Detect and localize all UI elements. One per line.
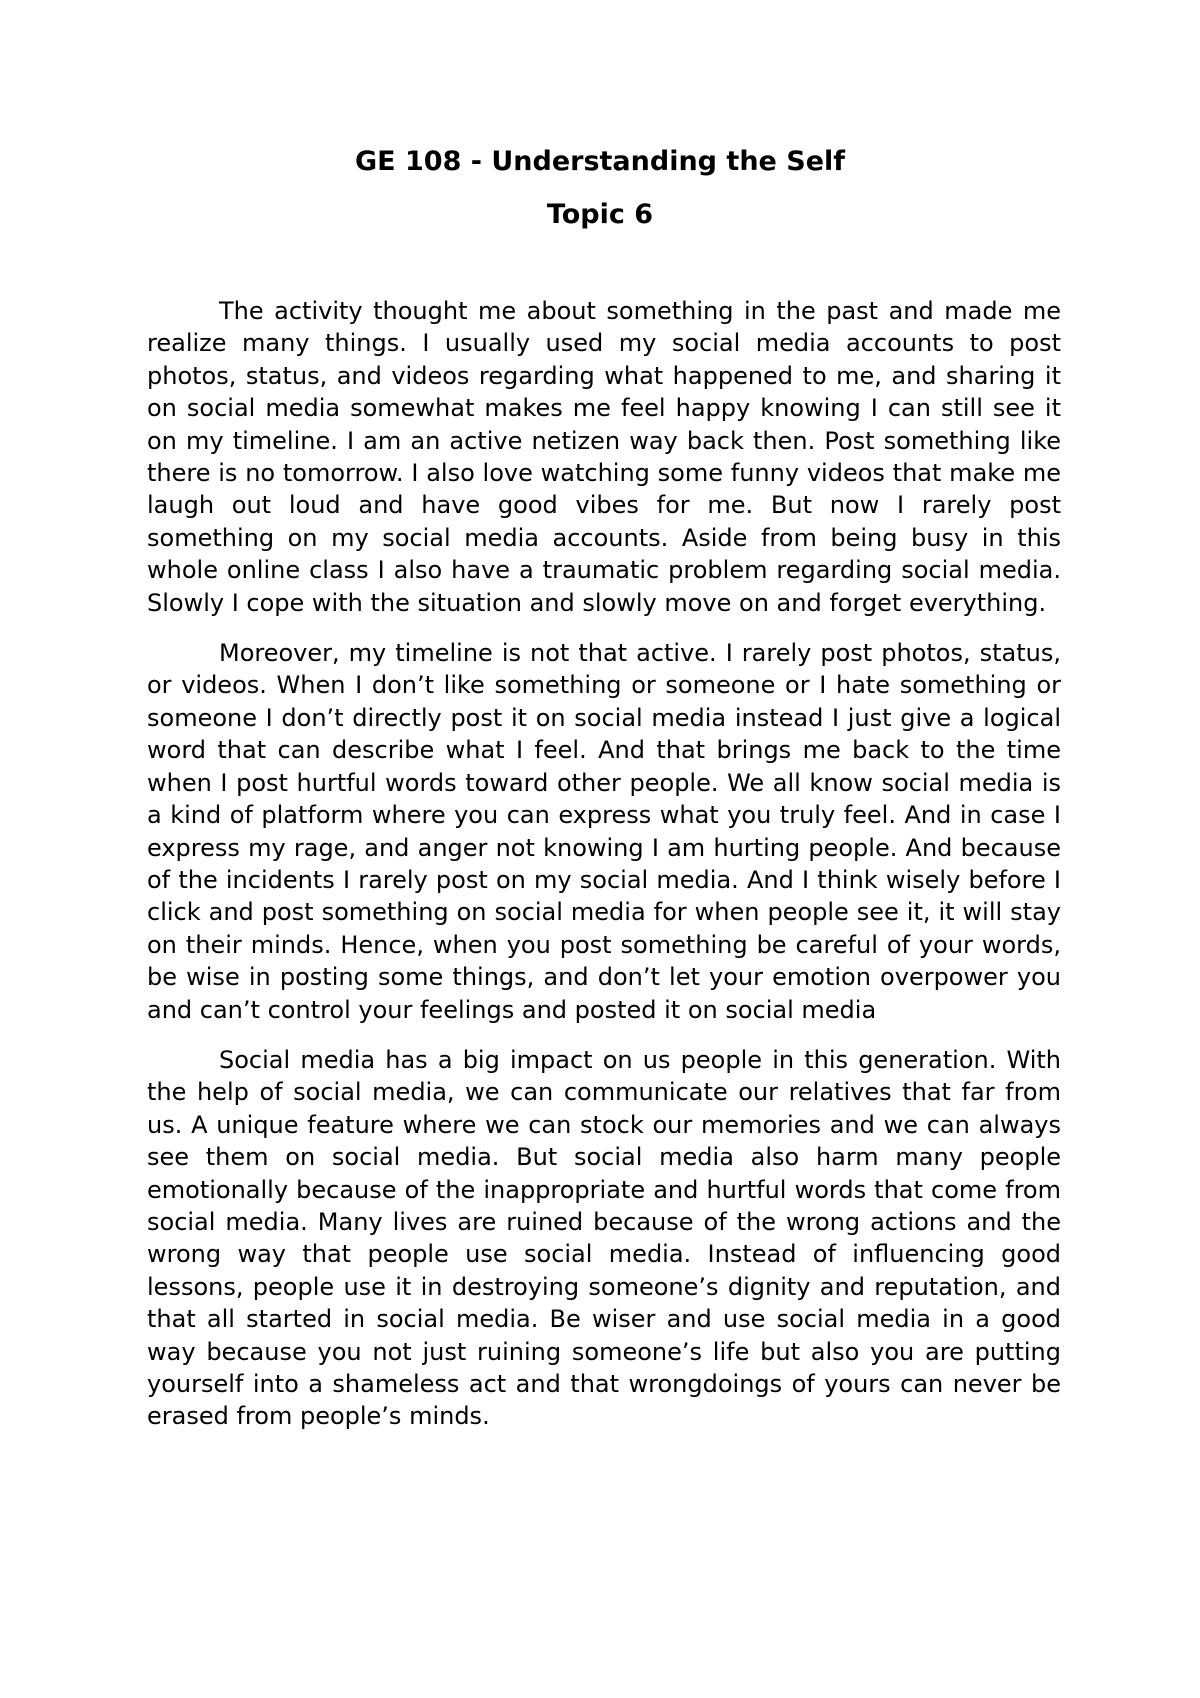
paragraph-3: Social media has a big impact on us people in this generation. With the help of social media, we can communicate our relatives that far from us. A unique feature where we can stock our memories and we can always see them on social media. But social media also harm many people emotionally because of the inappropriate and hurtful words that come from social media. Many lives are ruined because of the wrong actions and the wrong way that people use social media. Instead of influencing good lessons, people use it in destroying someone’s dignity and reputation, and that all started in social media. Be wiser and use social media in a good way because you not just ruining someone’s life but also you are putting yourself into a shameless act and that wrongdoings of yours can never be erased from people’s minds. — [147, 1045, 1061, 1431]
paragraph-1: The activity thought me about something in the past and made me realize many things. I usually used my social media accounts to post photos, status, and videos regarding what happened to me, and sharing it on social media somewhat makes me feel happy knowing I can still see it on my timeline. I am an active netizen way back then. Post something like there is no tomorrow. I also love watching some funny videos that make me laugh out loud and have good vibes for me. But now I rarely post something on my social media accounts. Aside from being busy in this whole online class I also have a traumatic problem regarding social media. Slowly I cope with the situation and slowly move on and forget everything. — [147, 297, 1061, 617]
document-title: GE 108 - Understanding the Self — [354, 146, 846, 177]
paragraph-2: Moreover, my timeline is not that active. I rarely post photos, status, or videos. When I don’t like something or someone or I hate something or someone I don’t directly post it on social media instead I just give a logical word that can describe what I feel. And that brings me back to the time when I post hurtful words toward other people. We all know social media is a kind of platform where you can express what you truly feel. And in case I express my rage, and anger not knowing I am hurting people. And because of the incidents I rarely post on my social media. And I think wisely before I click and post something on social media for when people see it, it will stay on their minds. Hence, when you post something be careful of your words, be wise in posting some things, and don’t let your emotion overpower you and can’t control your feelings and posted it on social media — [147, 639, 1061, 1024]
document-subtitle: Topic 6 — [546, 199, 654, 230]
document-body — [147, 295, 1061, 1451]
